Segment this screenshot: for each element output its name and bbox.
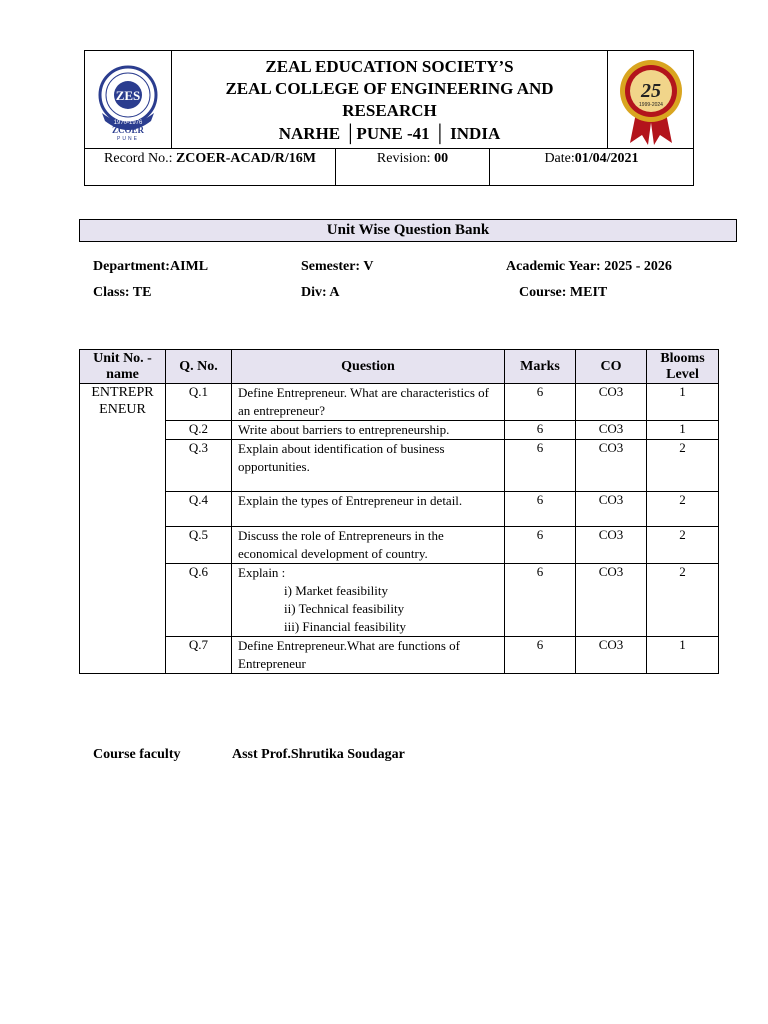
title-line-4: NARHE │PUNE -41 │ INDIA <box>278 124 501 143</box>
question-text: Write about barriers to entrepreneurship. <box>232 421 505 440</box>
department: Department:AIML <box>93 259 209 274</box>
co: CO3 <box>576 564 647 637</box>
question-text: Discuss the role of Entrepreneurs in the economical development of country. <box>232 527 505 564</box>
table-row <box>80 492 719 527</box>
q-number: Q.2 <box>166 421 232 440</box>
title-line-1: ZEAL EDUCATION SOCIETY’S <box>265 57 514 76</box>
co: CO3 <box>576 421 647 440</box>
table-row <box>80 440 719 492</box>
question-text: Explain about identification of business opportunities. <box>232 440 505 492</box>
table-row <box>80 384 719 421</box>
q-number: Q.7 <box>166 637 232 674</box>
faculty-label: Course faculty <box>93 747 181 762</box>
table-row <box>80 564 719 637</box>
academic-year: Academic Year: 2025 - 2026 <box>506 259 672 274</box>
marks: 6 <box>505 564 576 637</box>
question-text: Define Entrepreneur. What are characteristics of an entrepreneur? <box>232 384 505 421</box>
college-header <box>84 50 694 186</box>
record-number: Record No.: ZCOER-ACAD/R/16M <box>85 149 336 185</box>
blooms-level: 2 <box>647 492 719 527</box>
col-unit: Unit No. - name <box>80 350 166 384</box>
col-marks: Marks <box>505 350 576 384</box>
col-blooms: Blooms Level <box>647 350 719 384</box>
table-row <box>80 637 719 674</box>
question-text <box>232 564 505 637</box>
question-lead: Explain : <box>238 565 286 580</box>
question-text: Define Entrepreneur.What are functions of Entrepreneur <box>232 637 505 674</box>
question-table <box>79 349 719 674</box>
title-line-3: RESEARCH <box>342 101 437 120</box>
question-sub-item: iii) Financial feasibility <box>284 619 407 634</box>
marks: 6 <box>505 384 576 421</box>
title-line-2: ZEAL COLLEGE OF ENGINEERING AND <box>225 79 554 98</box>
svg-text:ZCOER: ZCOER <box>111 125 145 135</box>
blooms-level: 2 <box>647 527 719 564</box>
svg-text:1970-1976: 1970-1976 <box>113 120 143 126</box>
col-question: Question <box>232 350 505 384</box>
table-row <box>80 421 719 440</box>
college-logo-cell <box>85 51 172 148</box>
q-number: Q.5 <box>166 527 232 564</box>
anniversary-badge <box>608 51 693 148</box>
blooms-level: 1 <box>647 384 719 421</box>
marks: 6 <box>505 492 576 527</box>
class: Class: TE <box>93 285 152 300</box>
blooms-level: 1 <box>647 421 719 440</box>
svg-text:PUNE: PUNE <box>117 136 139 142</box>
blooms-level: 2 <box>647 564 719 637</box>
anniversary-badge-cell <box>608 51 693 148</box>
q-number: Q.3 <box>166 440 232 492</box>
blooms-level: 2 <box>647 440 719 492</box>
q-number: Q.4 <box>166 492 232 527</box>
college-title <box>172 51 608 148</box>
faculty-name: Asst Prof.Shrutika Soudagar <box>232 747 405 762</box>
co: CO3 <box>576 527 647 564</box>
page-title: Unit Wise Question Bank <box>79 219 737 242</box>
blooms-level: 1 <box>647 637 719 674</box>
marks: 6 <box>505 637 576 674</box>
question-sub-item: i) Market feasibility <box>284 583 388 598</box>
co: CO3 <box>576 492 647 527</box>
question-text: Explain the types of Entrepreneur in detail. <box>232 492 505 527</box>
svg-text:1999-2024: 1999-2024 <box>639 102 663 108</box>
col-co: CO <box>576 350 647 384</box>
record-row <box>85 148 693 185</box>
course: Course: MEIT <box>519 285 608 300</box>
svg-text:ZES: ZES <box>115 88 141 103</box>
date: Date:01/04/2021 <box>544 151 639 166</box>
q-number: Q.6 <box>166 564 232 637</box>
division: Div: A <box>301 285 340 300</box>
co: CO3 <box>576 440 647 492</box>
revision: Revision: 00 <box>336 149 490 185</box>
svg-text:25: 25 <box>641 80 661 102</box>
marks: 6 <box>505 440 576 492</box>
co: CO3 <box>576 637 647 674</box>
marks: 6 <box>505 527 576 564</box>
question-sub-item: ii) Technical feasibility <box>284 601 405 616</box>
marks: 6 <box>505 421 576 440</box>
semester: Semester: V <box>301 259 374 274</box>
table-header-row <box>80 350 719 384</box>
table-row <box>80 527 719 564</box>
co: CO3 <box>576 384 647 421</box>
col-qno: Q. No. <box>166 350 232 384</box>
q-number: Q.1 <box>166 384 232 421</box>
college-logo <box>85 51 172 148</box>
unit-name: ENTREPR ENEUR <box>80 384 166 674</box>
